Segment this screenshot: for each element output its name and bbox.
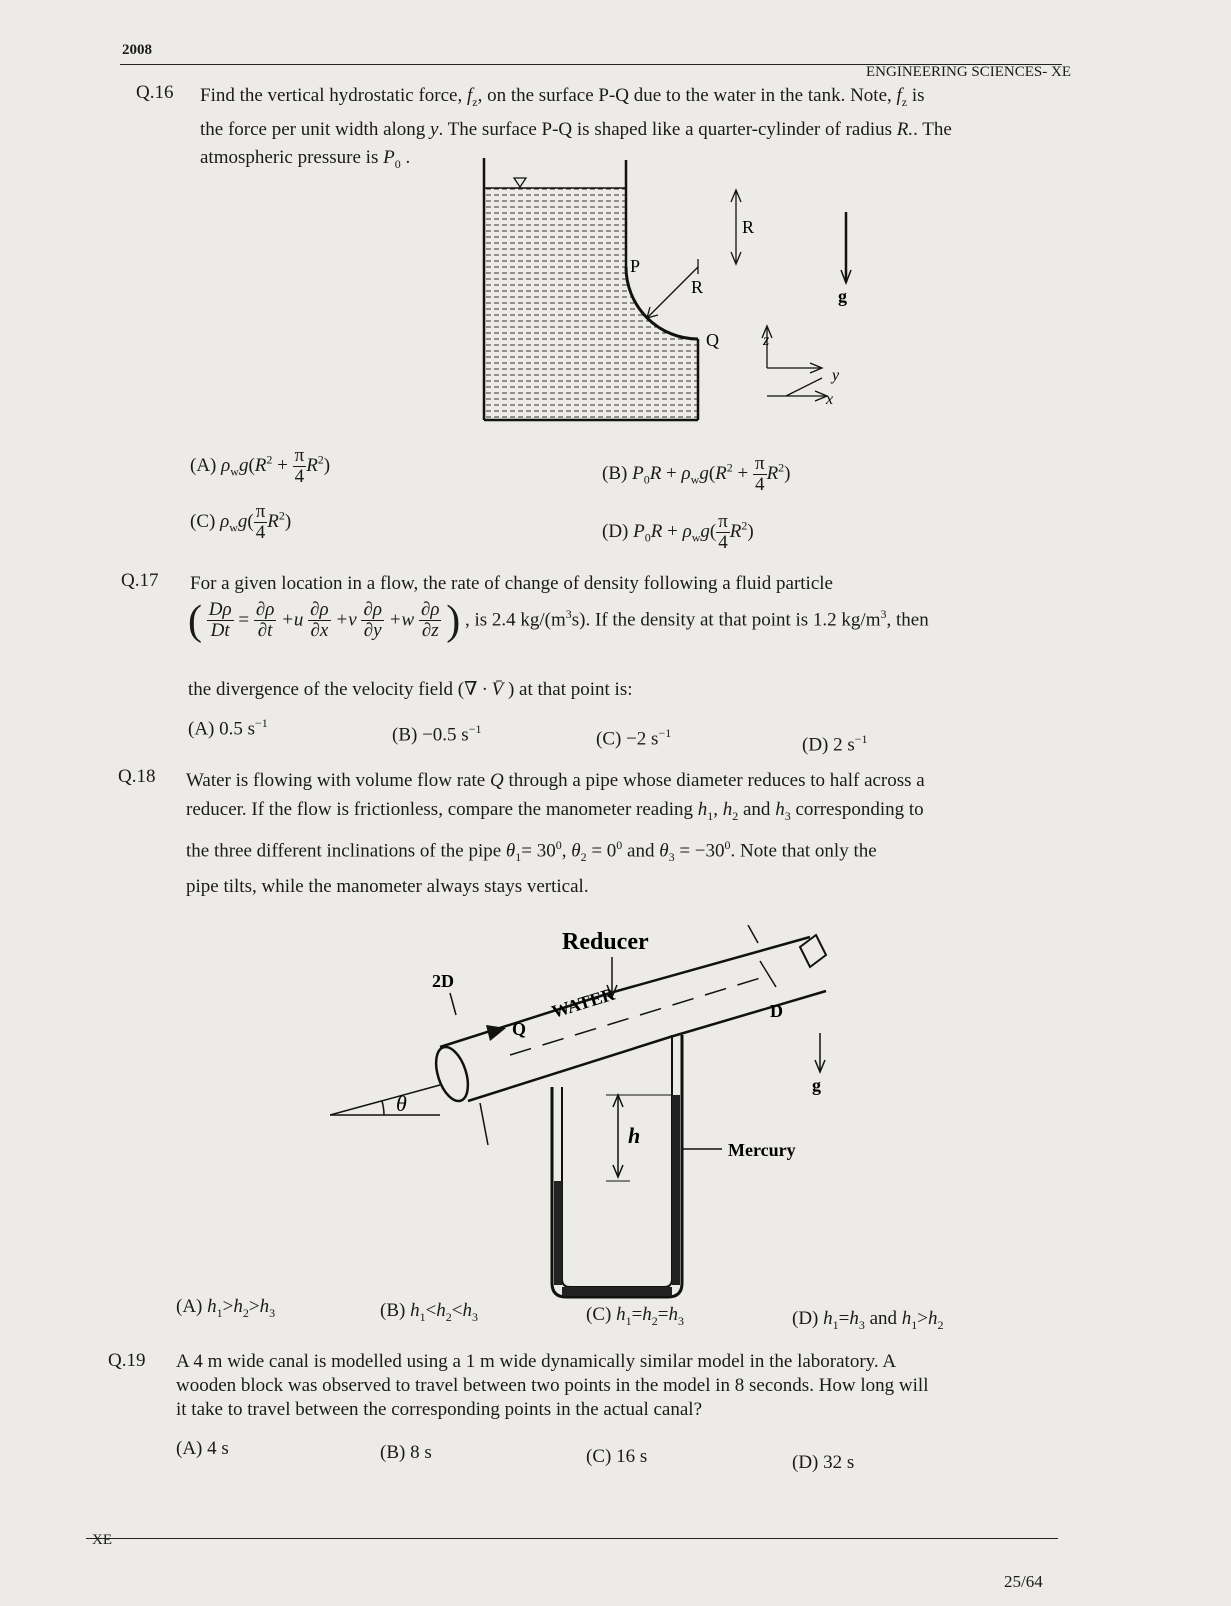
inlet-diameter-label: 2D	[432, 971, 454, 991]
q16-line3: atmospheric pressure is $P_0$ .	[200, 146, 411, 171]
q19-line3: it take to travel between the corresponding points in the actual canal?	[176, 1399, 702, 1420]
eq-drho-dt: $\frac{D\rho}{Dt}$	[208, 599, 232, 642]
q19-text	[176, 1350, 1056, 1422]
q19-option-b[interactable]: (B) 8 s	[380, 1442, 432, 1463]
q18-text	[186, 766, 1066, 901]
water-label: WATER	[549, 983, 618, 1022]
q18-option-b[interactable]: (B) $h_1<h_2<h_3$	[380, 1300, 479, 1324]
q17-option-a[interactable]: (A) 0.5 $s^{-1}$	[188, 716, 268, 740]
y-axis-label: y	[832, 367, 840, 384]
footer-rule	[86, 1538, 1058, 1539]
x-axis-label: x	[826, 391, 834, 408]
outlet-diameter-label: D	[770, 1001, 783, 1021]
q19-line2: wooden block was observed to travel between two points in the model in 8 seconds. How long will	[176, 1375, 929, 1396]
q16-option-b[interactable]: (B) $P_0R + \rho_wg(R^2$ + $\frac{\pi}{4}$ $R^2$)	[602, 453, 791, 495]
q19-line1: A 4 m wide canal is modelled using a 1 m wide dynamically similar model in the laboratory. A	[176, 1351, 897, 1372]
q19-option-c[interactable]: (C) 16 s	[586, 1446, 648, 1467]
q16-option-a[interactable]: (A) $\rho_wg(R^2$ + $\frac{\pi}{4}$ $R^2$)	[190, 445, 331, 487]
mercury-left	[554, 1181, 562, 1285]
q18-line3: the three different inclinations of the pipe $\theta_1= 30^0$, $\theta_2 = 0^0$ and $\theta_3 = -30^0$. Note that only the	[186, 837, 877, 864]
mercury-label: Mercury	[728, 1140, 796, 1160]
q18-option-c[interactable]: (C) $h_1=h_2=h_3$	[586, 1304, 685, 1328]
y-axis	[786, 378, 822, 396]
point-q-label: Q	[706, 330, 719, 350]
q16-option-c[interactable]: (C) $\rho_wg$( $\frac{\pi}{4}$ $R^2$)	[190, 501, 292, 543]
q18-number: Q.18	[118, 766, 156, 787]
q16-number: Q.16	[136, 82, 174, 103]
q18-reducer-figure	[330, 925, 890, 1305]
pipe-centerline	[510, 975, 770, 1055]
q18-line2: reducer. If the flow is frictionless, compare the manometer reading $h_1$, $h_2$ and $h_3$ corresponding to	[186, 799, 924, 823]
mercury-bottom	[562, 1287, 672, 1296]
q16-line2: the force per unit width along y. The surface P-Q is shaped like a quarter-cylinder of radius R.. The	[200, 118, 952, 140]
angle-line-inclined	[330, 1085, 440, 1115]
h-label: h	[628, 1123, 641, 1148]
radius-label: R	[691, 277, 704, 297]
q17-option-c[interactable]: (C) −2 $s^{-1}$	[596, 726, 672, 750]
point-p-label: P	[630, 256, 641, 276]
q19-option-a[interactable]: (A) 4 s	[176, 1438, 229, 1459]
header-paper-title: ENGINEERING SCIENCES- XE	[866, 64, 1071, 80]
q18-option-a[interactable]: (A) $h_1>h_2>h_3$	[176, 1296, 276, 1320]
manometer-inner	[562, 1035, 672, 1287]
q18-line1: Water is flowing with volume flow rate Q through a pipe whose diameter reduces to half across a	[186, 770, 925, 791]
free-surface-marker	[514, 178, 526, 187]
angle-theta-label: θ	[396, 1091, 407, 1116]
q18-line4: pipe tilts, while the manometer always stays vertical.	[186, 875, 589, 897]
q16-line1: Find the vertical hydrostatic force, $f_z$, on the surface P-Q due to the water in the tank. Note, $f_z$ is	[200, 85, 925, 109]
q18-option-d[interactable]: (D) $h_1=h_3$ and $h_1>h_2$	[792, 1308, 944, 1332]
gravity-label: g	[838, 286, 847, 306]
q17-option-d[interactable]: (D) 2 $s^{-1}$	[802, 732, 868, 756]
pipe-inlet	[430, 1043, 474, 1105]
z-axis-label: z	[763, 332, 770, 349]
q19-number: Q.19	[108, 1350, 146, 1371]
reducer-label: Reducer	[562, 929, 649, 955]
q17-number: Q.17	[121, 570, 159, 591]
q16-tank-figure	[470, 150, 890, 440]
flow-q-label: Q	[512, 1019, 527, 1039]
footer-paper-code: XE	[92, 1532, 112, 1548]
q17-option-b[interactable]: (B) −0.5 $s^{-1}$	[392, 722, 482, 746]
q17-line3: the divergence of the velocity field (∇ · V̄ ) at that point is:	[188, 679, 633, 700]
page-number: 25/64	[1004, 1572, 1043, 1591]
q16-option-d[interactable]: (D) $P_0R + \rho_wg$( $\frac{\pi}{4}$ $R^2$)	[602, 511, 754, 553]
q17-line1: For a given location in a flow, the rate of change of density following a fluid particle	[190, 573, 833, 594]
manometer-outer	[552, 1035, 682, 1297]
header-year: 2008	[122, 42, 152, 58]
q17-equation-line: ( $\frac{D\rho}{Dt}$ = $\frac{\partial\rho}{\partial t}$ +u $\frac{\partial\rho}{\partial x}$ +v $\frac{\partial\rho}{\partial y}$ +w $\frac{\partial\rho}{\partial z}$ ) , is 2.4 $kg/(m^3s)$. If the density at that point is 1.2 $kg/m^3$, then	[188, 597, 929, 644]
q18-gravity-label: g	[812, 1075, 821, 1095]
tank-water	[484, 188, 698, 420]
dim-r-label: R	[742, 217, 755, 237]
mercury-right	[672, 1095, 680, 1285]
q19-option-d[interactable]: (D) 32 s	[792, 1452, 855, 1473]
